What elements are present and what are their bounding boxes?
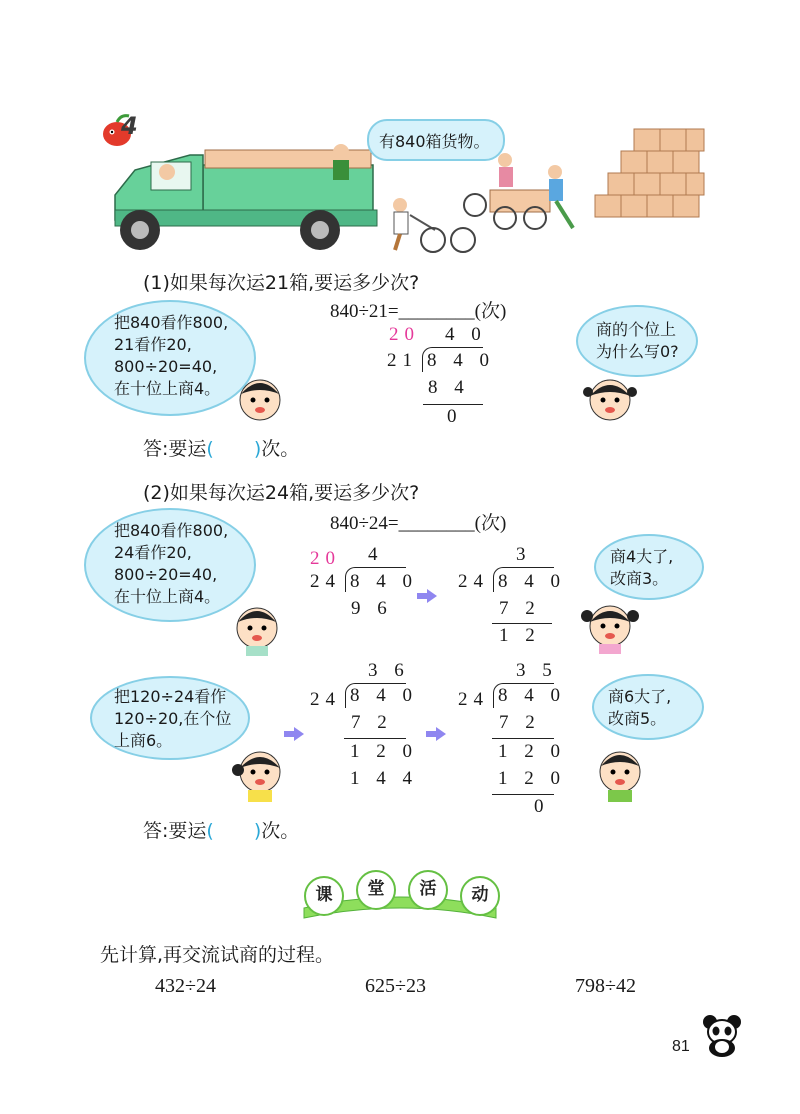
exercise-1: 432÷24 [155,975,216,997]
dividend: 8 4 0 [350,685,418,706]
remainder: 1 2 0 [350,741,418,762]
bubble-line: 把840看作800, [114,313,229,332]
product2: 1 4 4 [350,768,418,789]
divisor: 24 [310,571,341,592]
estimate-label: 20 [310,548,341,569]
product: 8 4 [428,377,470,398]
bubble-line: 120÷20,在个位 [114,709,232,728]
dividend: 8 4 0 [350,571,418,592]
part1-question: (1)如果每次运21箱,要运多少次? [143,272,420,294]
activity-char: 课 [304,876,344,916]
part1-bubble-right [576,305,698,377]
girl-face-icon [582,372,638,426]
girl-avatar [580,598,640,658]
dividend: 8 4 0 [427,350,495,371]
bubble-line: 为什么写0? [596,342,679,361]
divisor: 24 [458,571,489,592]
activity-char: 动 [460,876,500,916]
remainder: 1 2 0 [498,741,566,762]
problem-number: 4 [121,112,138,140]
bubble-line: 把840看作800, [114,521,229,540]
part2-bubble-right [594,534,704,600]
part2-bubble-left2 [90,676,250,760]
bubble-line: 在十位上商4。 [114,587,221,606]
remainder2: 0 [534,796,550,817]
cart-workers-icon [393,153,573,252]
illustration [95,110,705,270]
speech-bubble-box-count [367,119,505,161]
quotient: 3 6 [368,660,410,681]
part2-bubble-left [84,508,256,622]
bubble-line: 改商3。 [610,569,669,588]
answer-suffix: 次。 [261,438,300,460]
arrow-right-icon [426,727,446,741]
bubble-line: 800÷20=40, [114,565,218,584]
dividend: 8 4 0 [498,571,566,592]
product: 7 2 [499,598,541,619]
boy-face-icon [235,372,285,426]
estimate-label: 20 [389,324,420,345]
answer-suffix: 次。 [261,820,300,842]
answer-paren-close: ) [253,820,262,842]
boy-avatar [594,744,646,808]
remainder: 1 2 [499,625,541,646]
girl-face-icon [580,598,640,654]
remainder: 0 [447,406,463,427]
bubble-line: 在十位上商4。 [114,379,221,398]
product: 7 2 [351,712,393,733]
quotient: 3 5 [516,660,558,681]
product2: 1 2 0 [498,768,566,789]
box-stack-icon [595,129,704,217]
part1-answer [143,434,299,461]
activity-banner [300,868,500,924]
girl-face-icon [230,744,290,804]
part1-division [385,322,495,432]
panda-icon [700,1012,744,1058]
part2-bubble-right2 [592,674,704,740]
answer-paren-close: ) [253,438,262,460]
quotient: 4 [368,544,384,565]
product: 7 2 [499,712,541,733]
boy-face-icon [232,600,282,656]
part2-division-b [456,542,566,652]
dividend: 8 4 0 [498,685,566,706]
bubble-line: 改商5。 [608,709,667,728]
activity-char: 活 [408,870,448,910]
exercise-3: 798÷42 [575,975,636,997]
quotient: 3 [516,544,532,565]
bubble-line: 21看作20, [114,335,192,354]
answer-paren-open: ( [206,438,214,460]
divisor: 24 [310,689,341,710]
divisor: 24 [458,689,489,710]
bubble-line: 商的个位上 [596,320,677,339]
girl-avatar [230,744,290,808]
quotient: 4 0 [445,324,487,345]
part2-equation: 840÷24=________(次) [330,513,507,534]
page-number: 81 [672,1038,690,1055]
bubble-line: 把120÷24看作 [114,687,227,706]
product: 9 6 [351,598,393,619]
part2-division-d [456,660,566,825]
boy-avatar [232,600,282,660]
bubble-line: 商6大了, [608,687,672,706]
truck-icon [115,144,377,250]
part2-division-a [308,542,418,622]
activity-instruction: 先计算,再交流试商的过程。 [100,944,335,966]
answer-prefix: 答:要运 [143,820,207,842]
part2-question: (2)如果每次运24箱,要运多少次? [143,482,420,504]
part1-bubble-left [84,300,256,416]
speech-text: 有840箱货物。 [379,132,490,151]
boy-avatar [235,372,285,430]
answer-paren-open: ( [206,820,214,842]
arrow-right-icon [417,589,437,603]
part1-equation: 840÷21=________(次) [330,301,507,322]
bubble-line: 24看作20, [114,543,192,562]
boy-face-icon [594,744,646,804]
part2-answer [143,816,299,843]
divisor: 21 [387,350,418,371]
bubble-line: 800÷20=40, [114,357,218,376]
bubble-line: 商4大了, [610,547,674,566]
exercise-2: 625÷23 [365,975,426,997]
girl-avatar [582,372,638,430]
answer-prefix: 答:要运 [143,438,207,460]
part2-division-c [308,660,418,800]
activity-char: 堂 [356,870,396,910]
bubble-line: 上商6。 [114,731,173,750]
arrow-right-icon [284,727,304,741]
